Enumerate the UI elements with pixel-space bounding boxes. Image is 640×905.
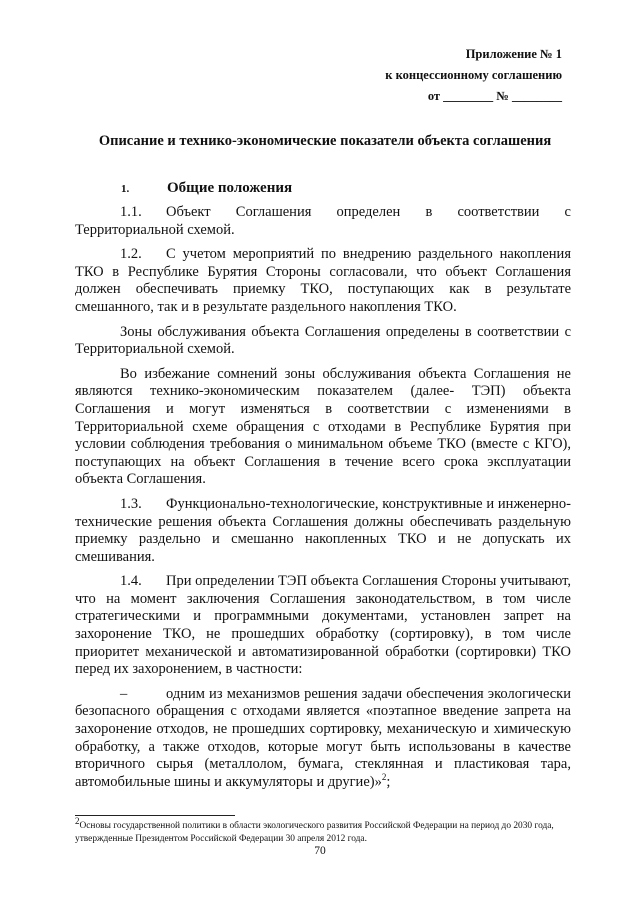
document-title: Описание и технико-экономические показатели объекта соглашения: [98, 133, 552, 149]
page-number: 70: [314, 845, 326, 857]
footnote-reference: 2: [381, 771, 387, 782]
paragraph-number: 1.3.: [120, 495, 142, 512]
footnote-text: Основы государственной политики в области экологического развития Российской Федерации на период до 2030 года, утвержденные Президентом Российской Федерации 30 апреля 2012 года.: [75, 821, 554, 844]
paragraph-number: 1.2.: [120, 246, 142, 263]
paragraph-text: Объект Соглашения определен в соответствии с Территориальной схемой.: [75, 204, 571, 238]
paragraph-1-2: [75, 246, 571, 316]
paragraph-number: 1.4.: [120, 573, 142, 590]
appendix-date-number-line: от ________ № ________: [427, 89, 562, 103]
paragraph-1-4: [75, 573, 571, 679]
footnote: [75, 815, 575, 846]
paragraph-text: Во избежание сомнений зоны обслуживания объекта Соглашения не являются технико-экономическим показателем (далее- ТЭП) объекта Соглашения и могут изменяться в соответствии с изменениями в Территориальной схеме обращения с отходами в Республике Бурятия при условии соблюдения требования о минимальном объеме ТКО (вместе с КГО), поступающих на объект Соглашения в течение всего срока эксплуатации объекта Соглашения.: [75, 365, 571, 488]
footnote-marker: 2: [75, 815, 80, 826]
paragraph-1-1: [75, 204, 571, 239]
paragraph-text: С учетом мероприятий по внедрению раздельного накопления ТКО в Республике Бурятия Стороны согласовали, что объект Соглашения должен обеспечивать приемку ТКО, поступающих как в результате смешанного, так и в результате раздельного накопления ТКО.: [75, 246, 571, 315]
paragraph-text: одним из механизмов решения задачи обеспечения экологически безопасного обращения с отходами является «поэтапное введение запрета на захоронение отходов, не прошедших сортировку, механическую и химическую обработку, а также отходов, которые могут быть использованы в качестве вторичного сырья (металлолом, бумага, стеклянная и пластиковая тара, автомобильные шины и аккумуляторы и другие)»: [75, 685, 571, 790]
paragraph-service-zones: [75, 324, 571, 359]
paragraph-1-3: [75, 496, 571, 566]
section-number: 1.: [121, 183, 130, 195]
body-text: [75, 204, 571, 798]
paragraph-text: Зоны обслуживания объекта Соглашения определены в соответствии с Территориальной схемой.: [75, 323, 571, 358]
appendix-header: [385, 44, 562, 107]
paragraph-text: Функционально-технологические, конструктивные и инженерно-технические решения объекта Соглашения должны обеспечивать раздельную приемку раздельно и смешанно накопленных ТКО и не допускать их смешивания.: [75, 495, 571, 565]
dash-marker: –: [120, 685, 128, 702]
paragraph-dash-item: [75, 686, 571, 792]
appendix-number: Приложение № 1: [465, 47, 562, 61]
paragraph-text: При определении ТЭП объекта Соглашения Стороны учитывают, что на момент заключения Соглашения законодательством, в том числе стратегическими и программными документами, установлен запрет на захоронение ТКО, не прошедших обработку (сортировку), в том числе приоритет механической и автоматизированной обработки (сортировки) ТКО перед их захоронением, в частности:: [75, 573, 571, 678]
paragraph-end-punct: ;: [386, 773, 391, 790]
paragraph-number: 1.1.: [120, 204, 142, 220]
footnote-separator: [75, 815, 235, 816]
paragraph-avoidance-of-doubt: [75, 366, 571, 489]
section-title: Общие положения: [167, 180, 293, 196]
section-heading: [121, 178, 292, 199]
appendix-agreement-ref: к концессионному соглашению: [385, 68, 562, 82]
